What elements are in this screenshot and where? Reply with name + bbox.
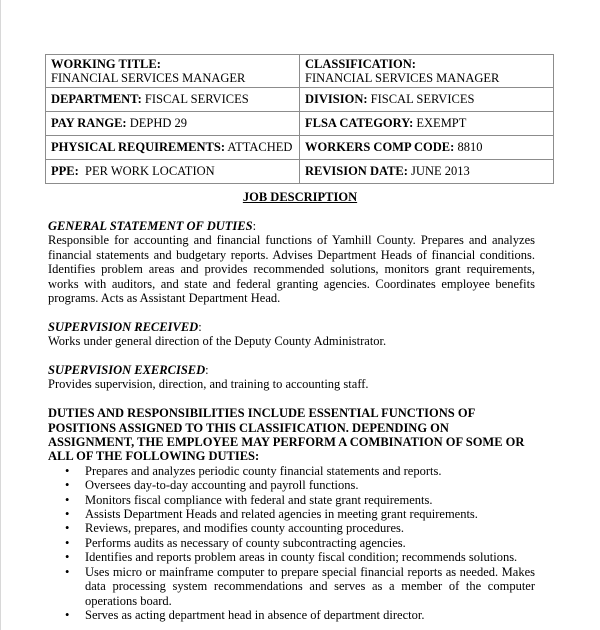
list-item [48,521,535,535]
classification-label: CLASSIFICATION: [305,57,416,71]
supervision-exercised-heading [48,363,535,377]
duties-list [48,464,535,622]
list-item [48,565,535,608]
flsa-value: EXEMPT [413,116,467,130]
list-item [48,550,535,564]
general-statement-heading-text: GENERAL STATEMENT OF DUTIES [48,219,253,233]
heading-colon: : [252,219,257,233]
header-row [46,55,554,88]
division-value: FISCAL SERVICES [367,92,475,106]
duty-text: Performs audits as necessary of county subcontracting agencies. [85,535,406,550]
spacer [48,392,535,406]
duty-text: Oversees day-to-day accounting and payroll functions. [85,478,359,493]
duty-text: Identifies and reports problem areas in county fiscal condition; recommends solutions. [85,550,518,565]
bullet-icon: • [65,564,70,579]
ppe-label: PPE: [51,164,79,178]
list-item [48,464,535,478]
bullet-icon: • [65,463,70,478]
classification-cell [300,55,554,88]
classification-value: FINANCIAL SERVICES MANAGER [305,71,500,85]
duty-text: Prepares and analyzes periodic county financial statements and reports. [85,463,442,478]
duty-text: Uses micro or mainframe computer to prepare special financial reports as needed. Makes data processing system recommendations and serves as a member of the computer operations board. [85,564,535,608]
physical-requirements-label: PHYSICAL REQUIREMENTS: [51,140,225,154]
duty-text: Assists Department Heads and related agencies in meeting grant requirements. [85,507,478,522]
bullet-icon: • [65,478,70,493]
heading-colon: : [198,319,202,334]
bullet-icon: • [65,507,70,522]
duties-heading: DUTIES AND RESPONSIBILITIES INCLUDE ESSENTIAL FUNCTIONS OF POSITIONS ASSIGNED TO THIS CLASSIFICATION. DEPENDING ON ASSIGNMENT, THE EMPLOYEE MAY PERFORM A COMBINATION OF SOME OR ALL OF THE FOLLOWING DUTIES: [48,406,525,464]
workers-comp-cell [300,136,554,160]
workers-comp-value: 8810 [454,140,483,154]
ppe-value: PER WORK LOCATION [78,164,215,178]
spacer [48,349,535,363]
duty-text: Monitors fiscal compliance with federal and state grant requirements. [85,492,433,507]
list-item [48,493,535,507]
general-statement-text: Responsible for accounting and financial functions of Yamhill County. Prepares and analyzes financial statements and budgetary reports. Advises Department Heads of financial conditions. Identifies problem areas and provides recommended solutions, monitors grant requirements, works with auditors, and state and federal granting agencies. Coordinates employee benefits programs. Acts as Assistant Department Head. [48,233,535,306]
pay-range-label: PAY RANGE: [51,116,127,130]
spacer [48,305,535,319]
bullet-icon: • [65,550,70,565]
bullet-icon: • [65,535,70,550]
department-value: FISCAL SERVICES [141,92,249,106]
supervision-exercised-text: Provides supervision, direction, and training to accounting staff. [48,377,369,392]
revision-date-value: JUNE 2013 [407,164,470,178]
division-label: DIVISION: [305,92,368,106]
department-cell [46,88,300,112]
revision-date-label: REVISION DATE: [305,164,408,178]
working-title-cell [46,55,300,88]
supervision-received-heading-text: SUPERVISION RECEIVED [48,319,199,334]
header-row [46,160,554,184]
job-header-table [45,54,554,184]
header-row [46,112,554,136]
list-item [48,507,535,521]
header-row [46,136,554,160]
general-statement-heading [48,219,535,233]
pay-range-value: DEPHD 29 [126,116,188,130]
physical-requirements-cell [46,136,300,160]
list-item [48,536,535,550]
department-label: DEPARTMENT: [51,92,142,106]
pay-range-cell [46,112,300,136]
division-cell [300,88,554,112]
page-left-edge [0,0,1,630]
heading-colon: : [205,363,209,378]
duty-text: Reviews, prepares, and modifies county accounting procedures. [85,521,404,536]
supervision-exercised-heading-text: SUPERVISION EXERCISED [48,363,206,378]
bullet-icon: • [65,492,70,507]
revision-date-cell [300,160,554,184]
flsa-cell [300,112,554,136]
bullet-icon: • [65,607,70,622]
job-description-title: JOB DESCRIPTION [242,190,358,204]
bullet-icon: • [65,521,70,536]
physical-requirements-value: ATTACHED [225,140,293,154]
supervision-received-heading [48,320,535,334]
ppe-cell [46,160,300,184]
job-description-body [48,219,535,622]
working-title-value: FINANCIAL SERVICES MANAGER [51,71,246,85]
list-item [48,608,535,622]
list-item [48,478,535,492]
header-row [46,88,554,112]
flsa-label: FLSA CATEGORY: [305,116,414,130]
duty-text: Serves as acting department head in absence of department director. [85,607,425,622]
workers-comp-label: WORKERS COMP CODE: [305,140,455,154]
working-title-label: WORKING TITLE: [51,57,161,71]
supervision-received-text: Works under general direction of the Deputy County Administrator. [48,334,387,349]
